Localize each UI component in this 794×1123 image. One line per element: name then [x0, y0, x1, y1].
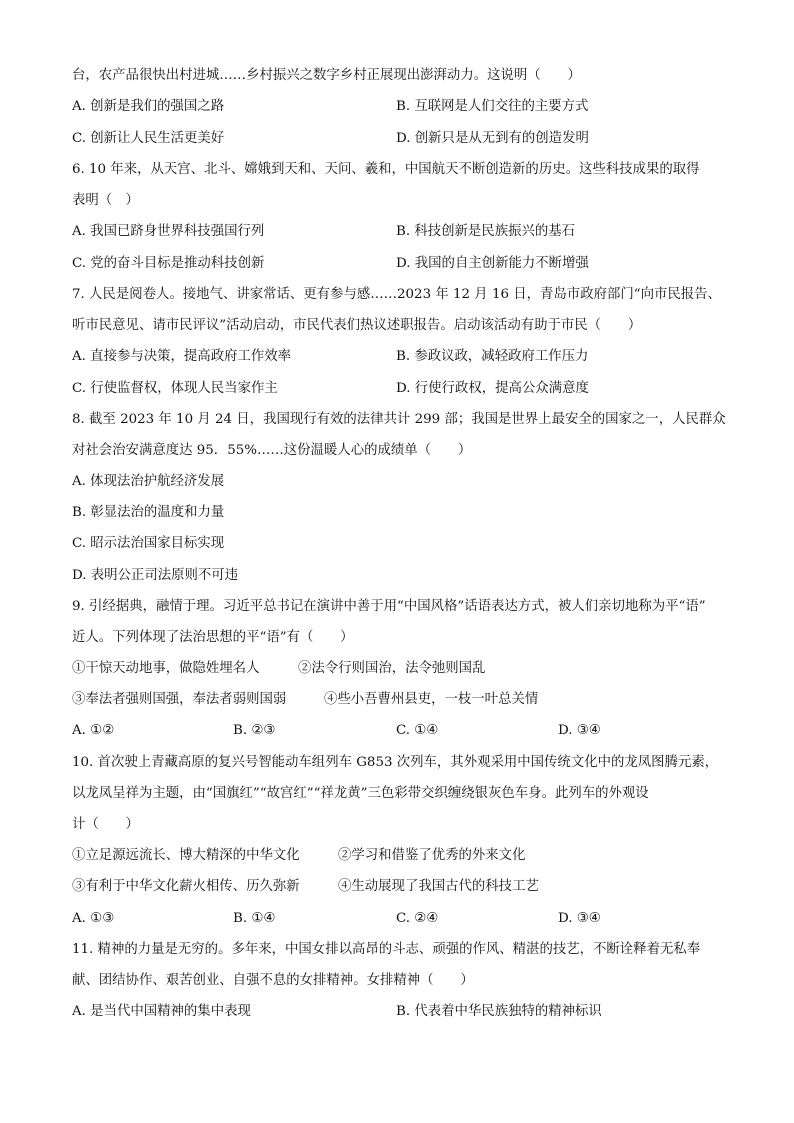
q9-option-a: A. ①②: [72, 723, 115, 738]
q6-stem-line2: 表明（ ）: [72, 193, 139, 208]
q10-stem-line3: 计（ ）: [72, 817, 139, 832]
q7-stem-line2: 听市民意见、请市民评议”活动启动，市民代表们热议述职报告。启动该活动有助于市民（ ）: [72, 318, 642, 333]
q8-option-c: C. 昭示法治国家目标实现: [72, 536, 225, 551]
q9-item-4: ④些小吾曹州县吏，一枝一叶总关情: [324, 692, 539, 707]
q6-option-c: C. 党的奋斗目标是推动科技创新: [72, 256, 265, 271]
q8-option-b: B. 彰显法治的温度和力量: [72, 505, 225, 520]
q5-option-a: A. 创新是我们的强国之路: [72, 99, 225, 114]
q11-stem-line1: 11. 精神的力量是无穷的。多年来，中国女排以高昂的斗志、顽强的作风、精湛的技艺，不断诠释着无私奉: [72, 942, 701, 957]
q10-option-c: C. ②④: [396, 911, 439, 926]
q9-stem-line2: 近人。下列体现了法治思想的平“语”有（ ）: [72, 630, 354, 645]
q6-option-a: A. 我国已跻身世界科技强国行列: [72, 224, 265, 239]
q6-option-d: D. 我国的自主创新能力不断增强: [396, 256, 589, 271]
q5-option-b: B. 互联网是人们交往的主要方式: [396, 99, 589, 114]
q5-option-d: D. 创新只是从无到有的创造发明: [396, 131, 589, 146]
q10-stem-line1: 10. 首次驶上青藏高原的复兴号智能动车组列车 G853 次列车，其外观采用中国传统文化中的龙凤图腾元素，: [72, 755, 719, 770]
q7-option-d: D. 行使行政权，提高公众满意度: [396, 381, 589, 396]
q8-option-d: D. 表明公正司法原则不可违: [72, 568, 239, 583]
q9-stem-line1: 9. 引经据典，融情于理。习近平总书记在演讲中善于用“中国风格”话语表达方式，被人们亲切地称为平“语”: [72, 599, 706, 614]
q7-option-c: C. 行使监督权，体现人民当家作主: [72, 381, 278, 396]
q7-stem-line1: 7. 人民是阅卷人。接地气、讲家常话、更有参与感……2023 年 12 月 16 日，青岛市政府部门“向市民报告、: [72, 287, 721, 302]
q11-option-b: B. 代表着中华民族独特的精神标识: [396, 1004, 602, 1019]
q10-stem-line2: 以龙凤呈祥为主题，由“国旗红”“故宫红”“祥龙黄”三色彩带交织缠绕银灰色车身。此列车的外观设: [72, 786, 649, 801]
q7-option-b: B. 参政议政，减轻政府工作压力: [396, 349, 589, 364]
q6-stem-line1: 6. 10 年来，从天宫、北斗、嫦娥到天和、天问、羲和，中国航天不断创造新的历史。这些科技成果的取得: [72, 162, 700, 177]
q5-option-c: C. 创新让人民生活更美好: [72, 131, 225, 146]
q10-item-3: ③有利于中华文化薪火相传、历久弥新: [72, 879, 300, 894]
q10-item-1: ①立足源远流长、博大精深的中华文化: [72, 848, 300, 863]
q9-option-c: C. ①④: [396, 723, 439, 738]
q10-item-2: ②学习和借鉴了优秀的外来文化: [338, 848, 526, 863]
q9-option-b: B. ②③: [233, 723, 276, 738]
q8-stem-line1: 8. 截至 2023 年 10 月 24 日，我国现行有效的法律共计 299 部；我国是世界上最安全的国家之一，人民群众: [72, 412, 726, 427]
q11-option-a: A. 是当代中国精神的集中表现: [72, 1004, 251, 1019]
q9-item-1: ①干惊天动地事，做隐姓埋名人: [72, 661, 260, 676]
q9-item-3: ③奉法者强则国强，奉法者弱则国弱: [72, 692, 287, 707]
q9-item-2: ②法令行则国治，法令弛则国乱: [298, 661, 486, 676]
q11-stem-line2: 献、团结协作、艰苦创业、自强不息的女排精神。女排精神（ ）: [72, 973, 474, 988]
q8-stem-line2: 对社会治安满意度达 95．55%……这份温暖人心的成绩单（ ）: [72, 443, 472, 458]
q6-option-b: B. 科技创新是民族振兴的基石: [396, 224, 576, 239]
q7-option-a: A. 直接参与决策，提高政府工作效率: [72, 349, 292, 364]
q10-item-4: ④生动展现了我国古代的科技工艺: [338, 879, 539, 894]
q10-option-d: D. ③④: [558, 911, 601, 926]
q10-option-b: B. ①④: [233, 911, 276, 926]
q8-option-a: A. 体现法治护航经济发展: [72, 474, 225, 489]
q9-option-d: D. ③④: [558, 723, 601, 738]
q5-stem-tail: 台，农产品很快出村进城……乡村振兴之数字乡村正展现出澎湃动力。这说明（ ）: [72, 68, 581, 83]
q10-option-a: A. ①③: [72, 911, 115, 926]
